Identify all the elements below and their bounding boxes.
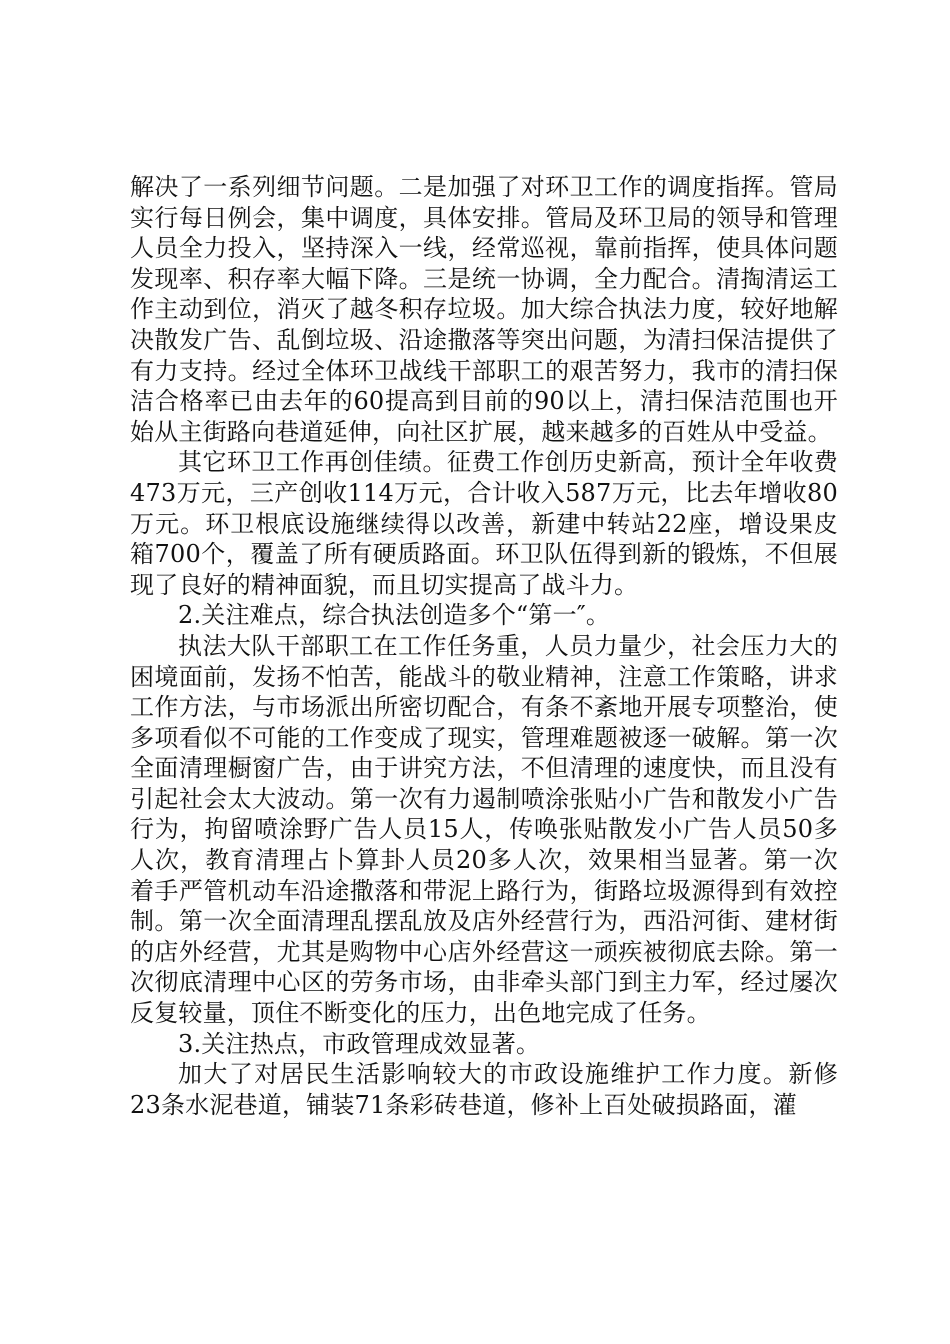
paragraph-4: 加大了对居民生活影响较大的市政设施维护工作力度。新修23条水泥巷道，铺装71条彩砖巷道，修补上百处破损路面，灌 [130, 1060, 838, 1119]
section-heading-3: 3.关注热点，市政管理成效显著。 [178, 1029, 541, 1058]
section-heading-2: 2.关注难点，综合执法创造多个“第一″。 [178, 601, 611, 630]
document-body [130, 172, 838, 1120]
paragraph-1: 解决了一系列细节问题。二是加强了对环卫工作的调度指挥。管局实行每日例会，集中调度，具体安排。管局及环卫局的领导和管理人员全力投入，坚持深入一线，经常巡视，靠前指挥，使具体问题发现率、积存率大幅下降。三是统一协调，全力配合。清掏清运工作主动到位，消灭了越冬积存垃圾。加大综合执法力度，较好地解决散发广告、乱倒垃圾、沿途撒落等突出问题，为清扫保洁提供了有力支持。经过全体环卫战线干部职工的艰苦努力，我市的清扫保洁合格率已由去年的60提高到目前的90以上，清扫保洁范围也开始从主街路向巷道延伸，向社区扩展，越来越多的百姓从中受益。 [130, 173, 838, 446]
paragraph-3: 执法大队干部职工在工作任务重，人员力量少，社会压力大的困境面前，发扬不怕苦，能战斗的敬业精神，注意工作策略，讲求工作方法，与市场派出所密切配合，有条不紊地开展专项整治，使多项看似不可能的工作变成了现实，管理难题被逐一破解。第一次全面清理橱窗广告，由于讲究方法，不但清理的速度快，而且没有引起社会太大波动。第一次有力遏制喷涂张贴小广告和散发小广告行为，拘留喷涂野广告人员15人，传唤张贴散发小广告人员50多人次，教育清理占卜算卦人员20多人次，效果相当显著。第一次着手严管机动车沿途撒落和带泥上路行为，街路垃圾源得到有效控制。第一次全面清理乱摆乱放及店外经营行为，西沿河街、建材街的店外经营，尤其是购物中心店外经营这一顽疾被彻底去除。第一次彻底清理中心区的劳务市场，由非牵头部门到主力军，经过屡次反复较量，顶住不断变化的压力，出色地完成了任务。 [130, 631, 838, 1028]
paragraph-2: 其它环卫工作再创佳绩。征费工作创历史新高，预计全年收费473万元，三产创收114万元，合计收入587万元，比去年增收80万元。环卫根底设施继续得以改善，新建中转站22座，增设果皮箱700个，覆盖了所有硬质路面。环卫队伍得到新的锻炼，不但展现了良好的精神面貌，而且切实提高了战斗力。 [130, 448, 838, 599]
